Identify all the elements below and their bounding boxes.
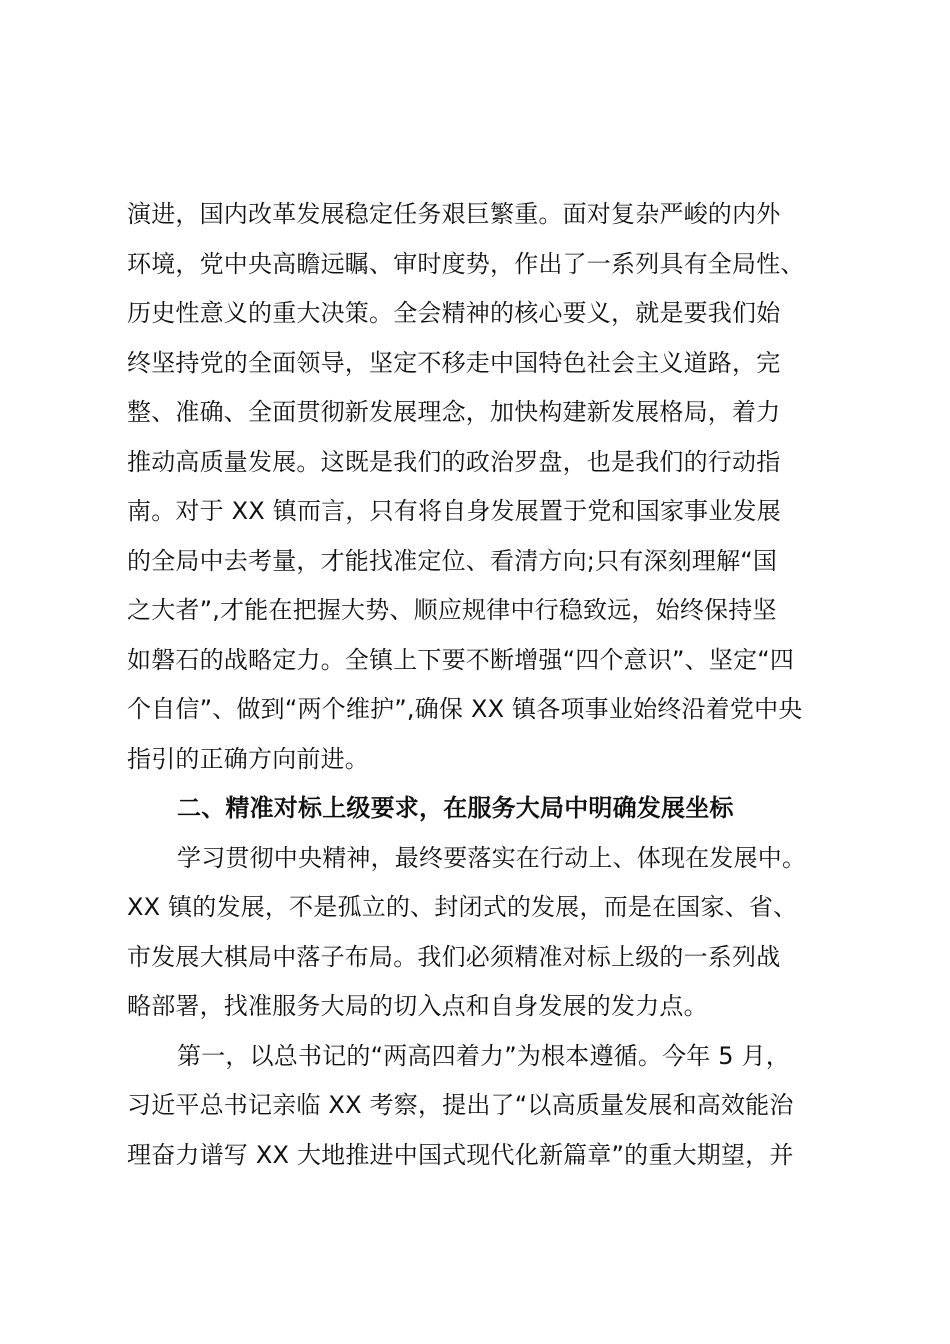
text-line: 环境，党中央高瞻远瞩、审时度势，作出了一系列具有全局性、 (127, 249, 805, 278)
text-line: 学习贯彻中央精神，最终要落实在行动上、体现在发展中。 (177, 843, 807, 872)
text-line: 如磐石的战略定力。全镇上下要不断增强“四个意识”、坚定“四 (127, 645, 795, 674)
paragraph (127, 1032, 847, 1181)
text-line: 指引的正确方向前进。 (127, 744, 369, 773)
document-body (127, 190, 847, 1180)
text-line: 个自信”、做到“两个维护”,确保 XX 镇各项事业始终沿着党中央 (127, 695, 803, 723)
text-line: XX 镇的发展，不是孤立的、封闭式的发展，而是在国家、省、 (127, 893, 798, 921)
text-line: 第一，以总书记的“两高四着力”为根本遵循。今年 5 月， (177, 1041, 790, 1070)
text-line: 略部署，找准服务大局的切入点和自身发展的发力点。 (127, 992, 708, 1020)
text-line: 南。对于 XX 镇而言，只有将自身发展置于党和国家事业发展 (127, 497, 781, 525)
text-line: 历史性意义的重大决策。全会精神的核心要义，就是要我们始 (127, 299, 781, 327)
text-line: 推动高质量发展。这既是我们的政治罗盘，也是我们的行动指 (127, 447, 781, 476)
text-line: 整、准确、全面贯彻新发展理念，加快构建新发展格局，着力 (127, 398, 781, 426)
text-line: 理奋力谱写 XX 大地推进中国式现代化新篇章”的重大期望，并 (127, 1140, 794, 1169)
paragraph (127, 834, 847, 1032)
heading-line: 二、精准对标上级要求，在服务大局中明确发展坐标 (177, 794, 734, 822)
text-line: 的全局中去考量，才能找准定位、看清方向;只有深刻理解“国 (127, 546, 778, 575)
text-line: 习近平总书记亲临 XX 考察，提出了“以高质量发展和高效能治 (127, 1091, 794, 1119)
section-heading (127, 784, 847, 834)
text-line: 之大者”,才能在把握大势、顺应规律中行稳致远，始终保持坚 (127, 596, 777, 624)
paragraph-continuation (127, 190, 847, 784)
text-line: 终坚持党的全面领导，坚定不移走中国特色社会主义道路，完 (127, 348, 781, 377)
text-line: 市发展大棋局中落子布局。我们必须精准对标上级的一系列战 (127, 942, 781, 971)
text-line: 演进，国内改革发展稳定任务艰巨繁重。面对复杂严峻的内外 (127, 200, 781, 228)
